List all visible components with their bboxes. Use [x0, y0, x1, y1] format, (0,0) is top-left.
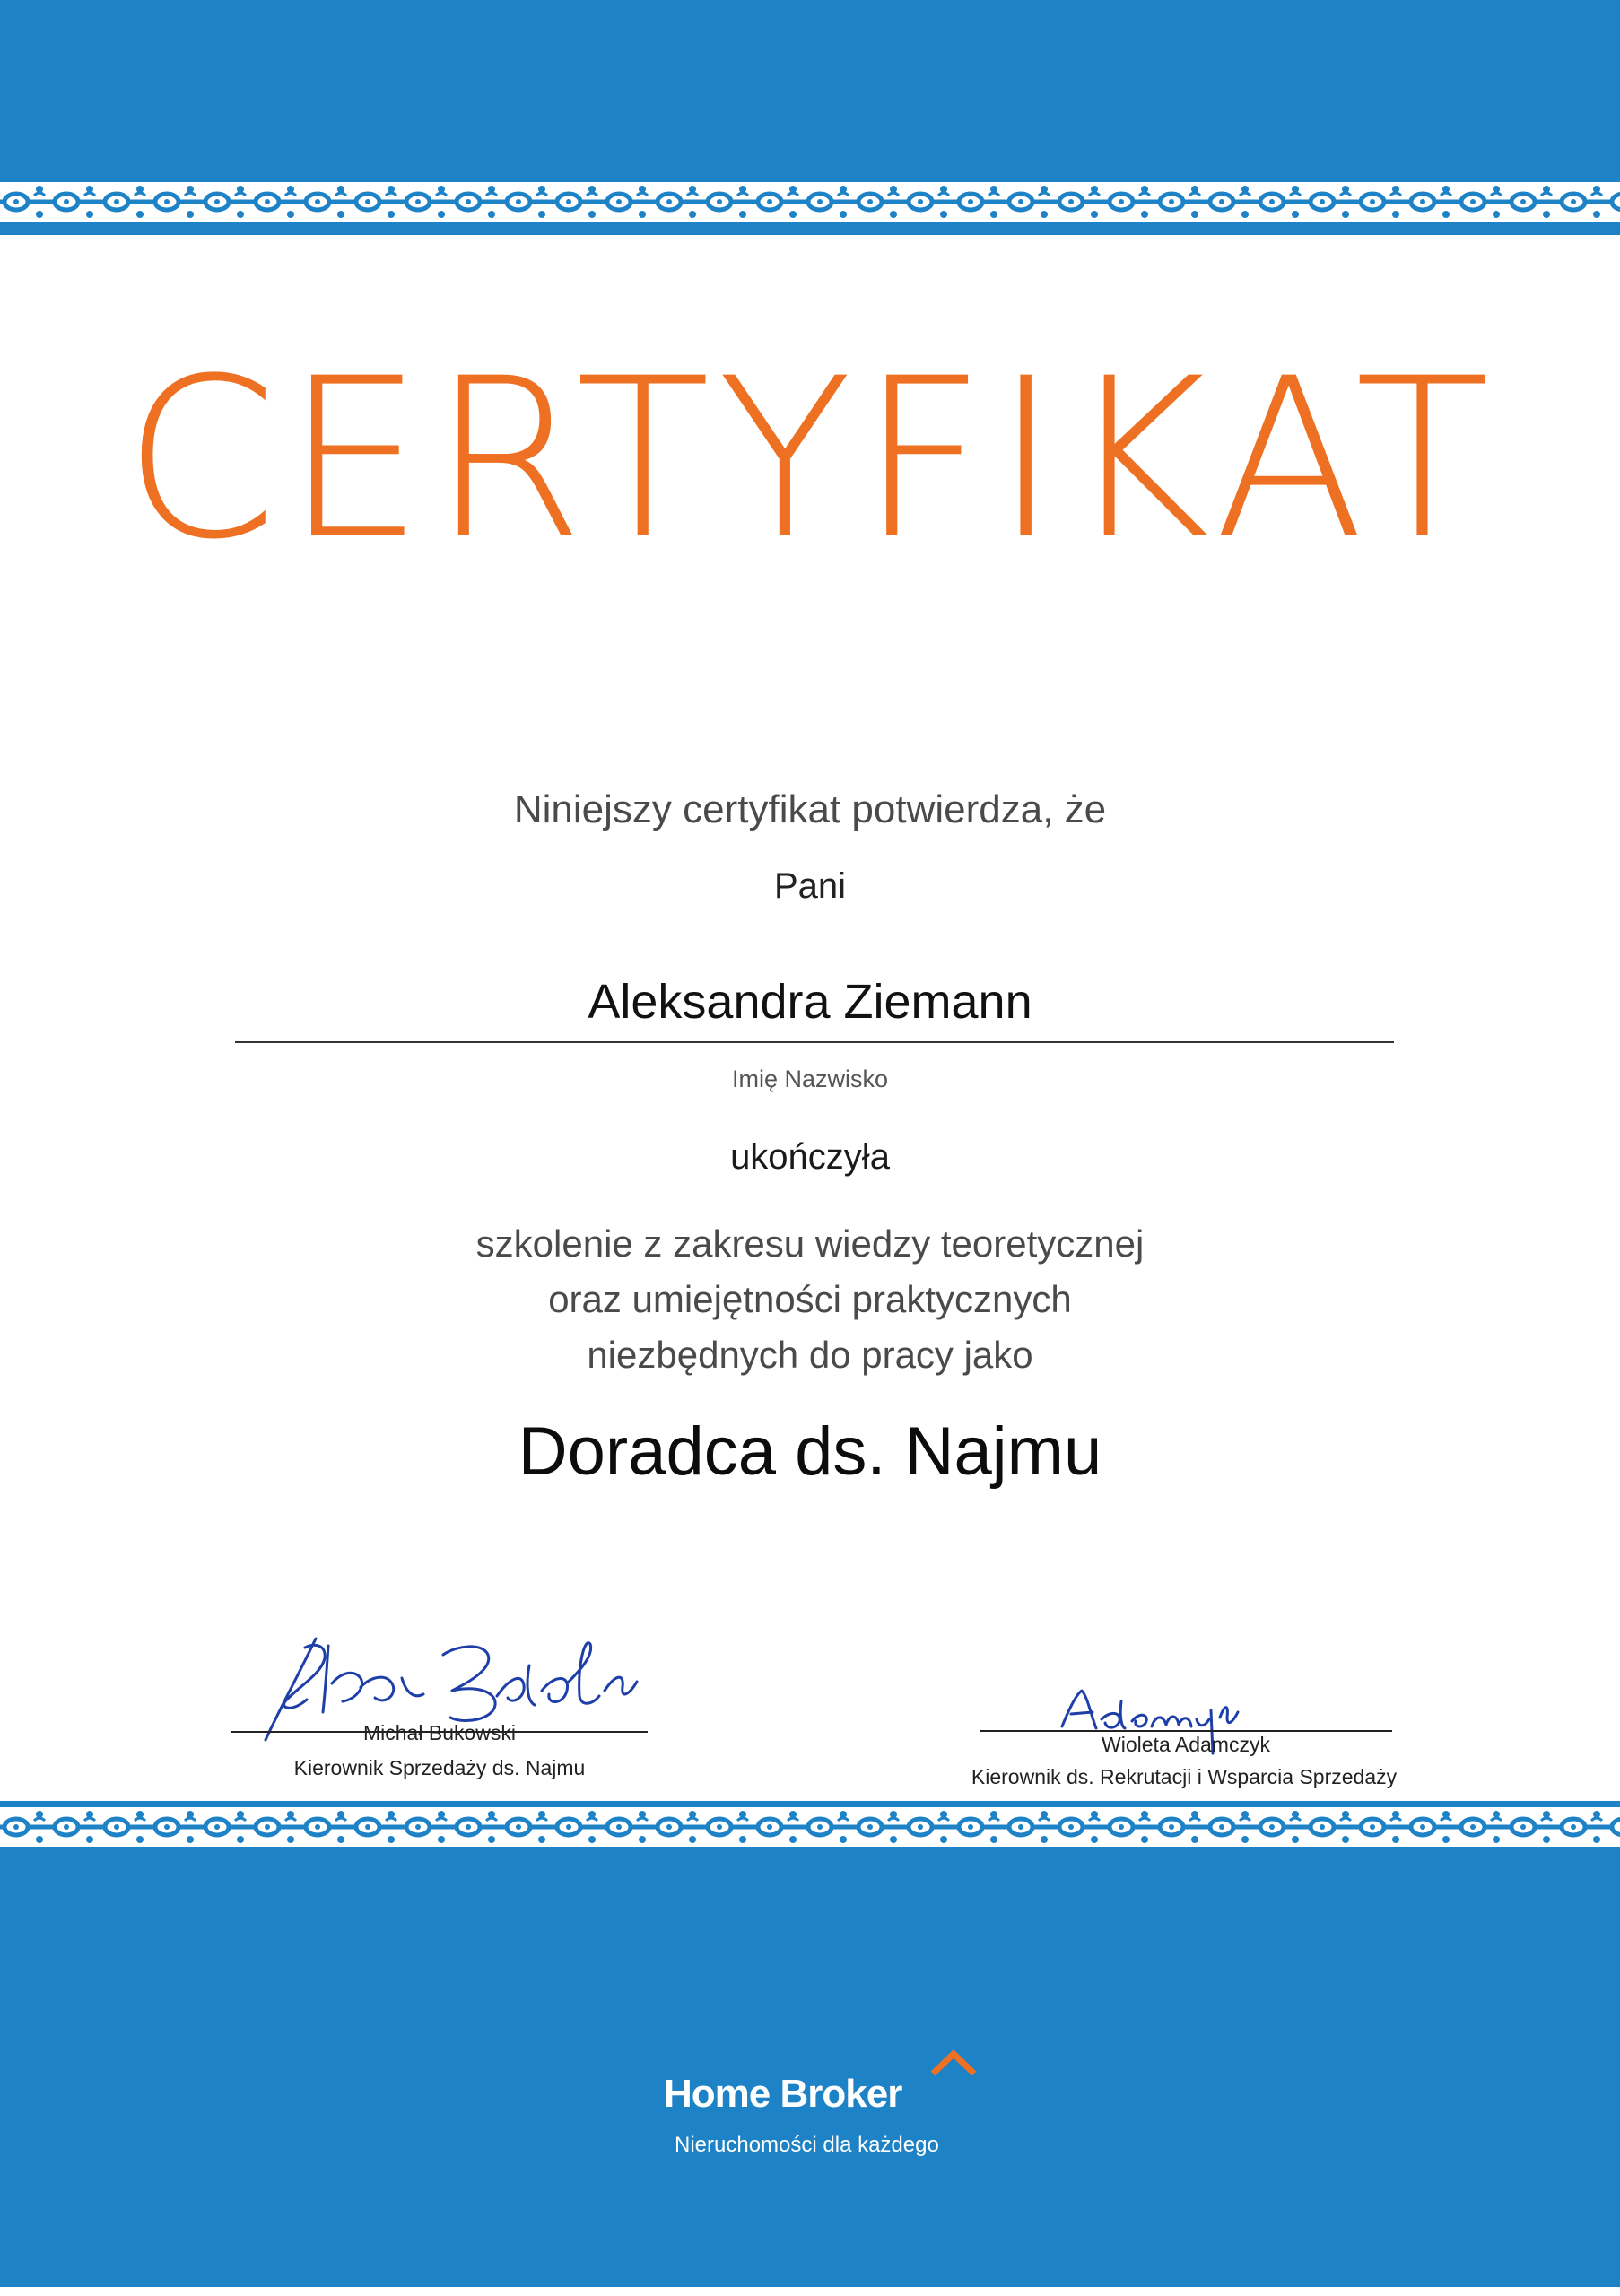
signatory-position: Kierownik Sprzedaży ds. Najmu	[293, 1756, 586, 1779]
intro-text: Niniejszy certyfikat potwierdza, że	[513, 787, 1107, 831]
top-folk-ornament	[0, 176, 1620, 228]
signatory-name: Wioleta Adamczyk	[1102, 1733, 1270, 1756]
name-caption: Imię Nazwisko	[731, 1065, 889, 1092]
name-underline	[235, 1041, 1394, 1043]
recipient-name: Aleksandra Ziemann	[588, 975, 1032, 1029]
bottom-folk-ornament	[0, 1801, 1620, 1853]
description-line: oraz umiejętności praktycznych	[548, 1278, 1072, 1320]
description-line: niezbędnych do pracy jako	[587, 1334, 1033, 1376]
description	[0, 1216, 1620, 1383]
completed-text: ukończyła	[730, 1137, 890, 1177]
signatory-name: Michał Bukowski	[363, 1721, 516, 1744]
description-line: szkolenie z zakresu wiedzy teoretycznej	[475, 1222, 1145, 1265]
logo-name: Home Broker	[664, 2072, 902, 2116]
signature-line	[980, 1730, 1392, 1732]
home-broker-logo	[664, 2027, 969, 2170]
role-title: Doradca ds. Najmu	[518, 1413, 1102, 1490]
certificate-title: CERTYFIKAT	[123, 332, 1497, 588]
logo-tagline: Nieruchomości dla każdego	[675, 2133, 939, 2157]
signatory-position: Kierownik ds. Rekrutacji i Wsparcia Sprzedaży	[971, 1765, 1398, 1788]
salutation: Pani	[773, 866, 847, 906]
